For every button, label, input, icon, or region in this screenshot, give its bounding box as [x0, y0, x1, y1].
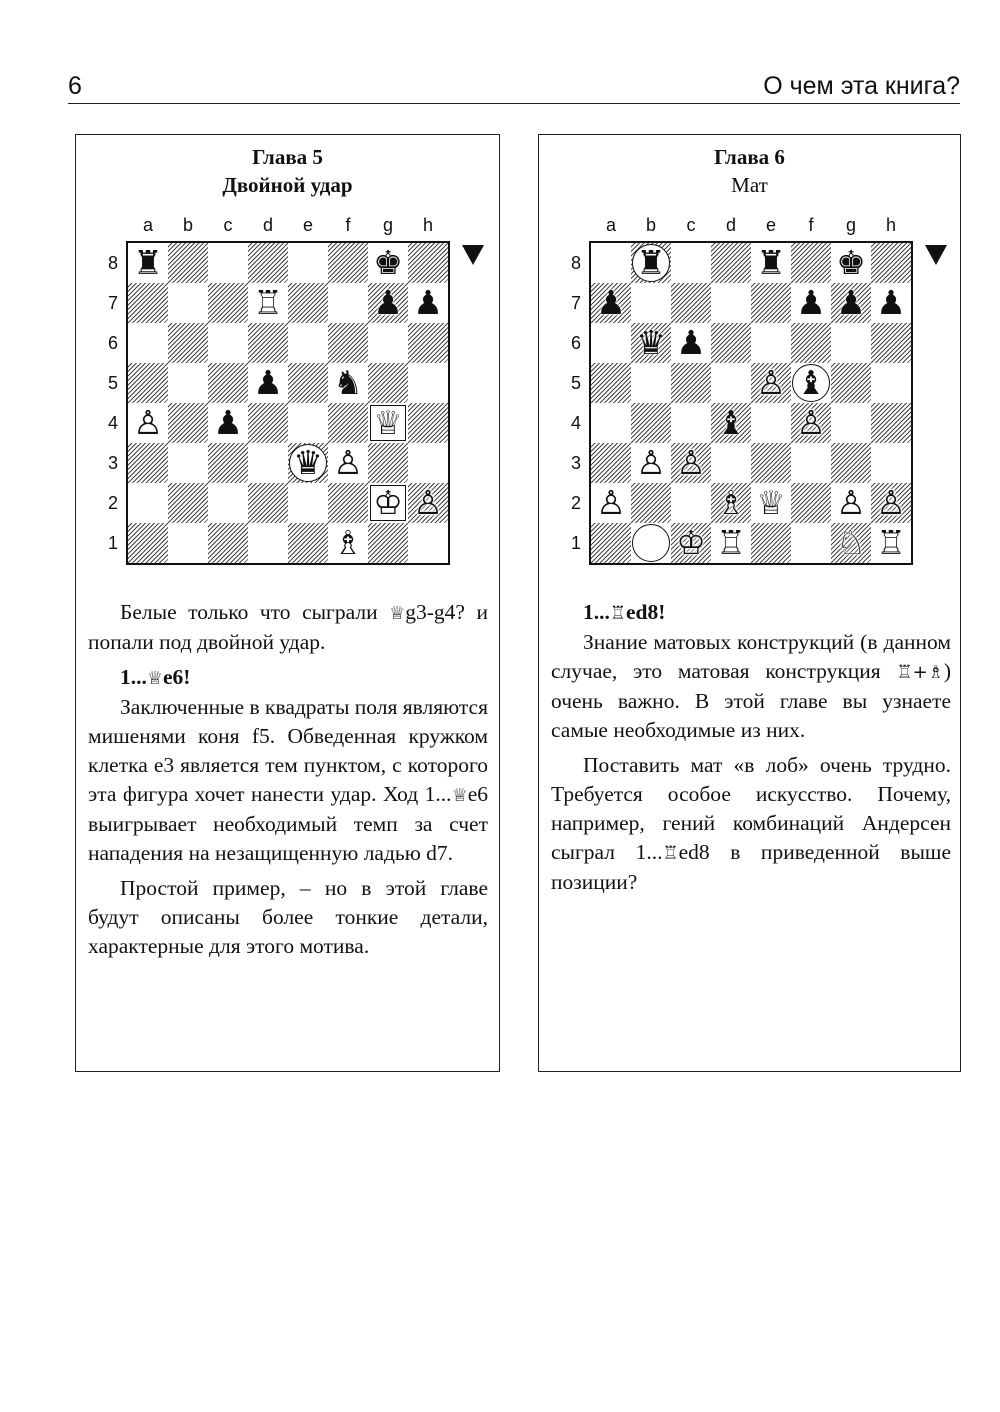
chess-diagram: [104, 215, 504, 575]
rank-label-4: 4: [107, 413, 118, 433]
square-d7: [711, 283, 751, 323]
rank-label-6: 6: [107, 333, 118, 353]
square-c2: [208, 483, 248, 523]
square-e6: [288, 323, 328, 363]
move-number: 1...: [583, 600, 610, 624]
rank-label-6: 6: [570, 333, 581, 353]
file-label-f: f: [345, 215, 351, 235]
rook-icon: ♖: [662, 843, 679, 864]
black-bishop-icon: ♝: [716, 403, 746, 442]
paragraph-explanation: [551, 628, 951, 745]
move-square: ed8!: [626, 600, 666, 624]
square-g8: [831, 243, 871, 283]
file-label-a: a: [142, 215, 153, 235]
circle-marker: [632, 524, 670, 562]
square-h8: [871, 243, 911, 283]
file-label-g: g: [845, 215, 856, 235]
square-a7: [128, 283, 168, 323]
white-pawn-icon: ♙: [333, 443, 363, 482]
square-a1: [591, 523, 631, 563]
white-pawn-icon: ♙: [676, 443, 706, 482]
square-a2: [128, 483, 168, 523]
square-g1: [368, 523, 408, 563]
black-pawn-icon: ♟: [676, 323, 706, 362]
chapter-6-panel: [538, 134, 961, 1072]
square-b2: [631, 483, 671, 523]
square-e8: [288, 243, 328, 283]
square-a5: [128, 363, 168, 403]
square-b1: [631, 523, 671, 563]
rank-label-7: 7: [570, 293, 581, 313]
square-a5: [591, 363, 631, 403]
square-b2: [168, 483, 208, 523]
black-queen-icon: ♛: [293, 443, 323, 482]
square-h6: [871, 323, 911, 363]
file-label-h: h: [885, 215, 896, 235]
white-rook-icon: ♖: [716, 523, 746, 562]
paragraph-question: [551, 751, 951, 897]
move-square: e6!: [163, 665, 191, 689]
paragraph-explanation: [88, 693, 488, 868]
black-pawn-icon: ♟: [213, 403, 243, 442]
black-knight-icon: ♞: [333, 363, 363, 402]
black-pawn-icon: ♟: [596, 283, 626, 322]
black-to-move-arrow-icon: [925, 245, 947, 265]
square-g5: [831, 363, 871, 403]
white-knight-icon: ♘: [836, 523, 866, 562]
square-g1: [831, 523, 871, 563]
white-rook-icon: ♖: [876, 523, 906, 562]
chapter-text: [88, 598, 488, 967]
square-g6: [368, 323, 408, 363]
text-run: Заключенные в квадраты поля являются мишенями коня f5. Обведенная кружком клетка e3 является тем пунктом, с которого эта фигура хочет нанести удар. Ход 1...: [88, 695, 488, 806]
square-f7: [328, 283, 368, 323]
key-move: [551, 598, 951, 628]
square-f1: [791, 523, 831, 563]
file-label-b: b: [645, 215, 656, 235]
square-d3: [711, 443, 751, 483]
chapter-text: [551, 598, 951, 903]
square-b1: [168, 523, 208, 563]
square-h5: [408, 363, 448, 403]
square-a2: [591, 483, 631, 523]
square-c2: [671, 483, 711, 523]
move-number: 1...: [120, 665, 147, 689]
rook-bishop-icon: ♖+♗: [896, 662, 944, 683]
square-f4: [791, 403, 831, 443]
black-pawn-icon: ♟: [836, 283, 866, 322]
white-queen-icon: ♕: [373, 403, 403, 442]
square-f2: [791, 483, 831, 523]
rank-label-4: 4: [570, 413, 581, 433]
rank-label-5: 5: [107, 373, 118, 393]
black-pawn-icon: ♟: [413, 283, 443, 322]
chapter-5-panel: [75, 134, 500, 1072]
square-g4: [368, 403, 408, 443]
key-move: [88, 663, 488, 693]
square-d4: [711, 403, 751, 443]
square-b8: [631, 243, 671, 283]
square-b7: [168, 283, 208, 323]
text-run: e6 выигрывает необходимый темп за счет нападения на незащищенную ладью d7.: [88, 782, 488, 865]
square-c5: [671, 363, 711, 403]
rank-label-8: 8: [570, 253, 581, 273]
square-g6: [831, 323, 871, 363]
square-c4: [671, 403, 711, 443]
rank-label-8: 8: [107, 253, 118, 273]
square-e4: [751, 403, 791, 443]
rook-icon: ♖: [609, 603, 627, 624]
square-h1: [408, 523, 448, 563]
black-to-move-arrow-icon: [462, 245, 484, 265]
chess-board: [589, 241, 913, 565]
rank-label-5: 5: [570, 373, 581, 393]
black-king-icon: ♚: [836, 243, 866, 282]
square-h4: [408, 403, 448, 443]
square-g7: [831, 283, 871, 323]
square-h6: [408, 323, 448, 363]
square-e8: [751, 243, 791, 283]
square-c6: [208, 323, 248, 363]
file-label-g: g: [382, 215, 393, 235]
text-run: g3-g4? и попали под двойной удар.: [88, 600, 488, 654]
white-bishop-icon: ♗: [716, 483, 746, 522]
square-f1: [328, 523, 368, 563]
file-label-f: f: [808, 215, 814, 235]
square-d4: [248, 403, 288, 443]
text-run: ) очень важно. В этой главе вы узнаете самые необходимые из них.: [551, 659, 951, 742]
square-e7: [751, 283, 791, 323]
square-g2: [831, 483, 871, 523]
square-g7: [368, 283, 408, 323]
square-a4: [591, 403, 631, 443]
chapter-title: Глава 6: [714, 145, 785, 169]
square-c3: [208, 443, 248, 483]
white-king-icon: ♔: [373, 483, 403, 522]
file-label-e: e: [765, 215, 776, 235]
header-rule: [68, 103, 960, 104]
square-h8: [408, 243, 448, 283]
square-h5: [871, 363, 911, 403]
square-f4: [328, 403, 368, 443]
black-king-icon: ♚: [373, 243, 403, 282]
square-e7: [288, 283, 328, 323]
square-b4: [631, 403, 671, 443]
rank-label-1: 1: [107, 533, 118, 553]
square-c3: [671, 443, 711, 483]
rank-label-2: 2: [107, 493, 118, 513]
square-h4: [871, 403, 911, 443]
queen-icon: ♕: [451, 785, 468, 806]
file-label-b: b: [182, 215, 193, 235]
square-f8: [328, 243, 368, 283]
file-label-c: c: [686, 215, 696, 235]
square-d8: [711, 243, 751, 283]
white-king-icon: ♔: [676, 523, 706, 562]
square-g4: [831, 403, 871, 443]
square-d1: [248, 523, 288, 563]
square-a3: [591, 443, 631, 483]
square-c1: [671, 523, 711, 563]
square-e1: [751, 523, 791, 563]
square-g5: [368, 363, 408, 403]
chess-diagram: [567, 215, 967, 575]
black-rook-icon: ♜: [756, 243, 786, 282]
chess-board: [126, 241, 450, 565]
square-e3: [288, 443, 328, 483]
square-c8: [208, 243, 248, 283]
square-d1: [711, 523, 751, 563]
square-d8: [248, 243, 288, 283]
square-a4: [128, 403, 168, 443]
square-d7: [248, 283, 288, 323]
square-h2: [871, 483, 911, 523]
white-pawn-icon: ♙: [836, 483, 866, 522]
square-b3: [631, 443, 671, 483]
square-d6: [711, 323, 751, 363]
black-pawn-icon: ♟: [373, 283, 403, 322]
square-e6: [751, 323, 791, 363]
square-e1: [288, 523, 328, 563]
square-d6: [248, 323, 288, 363]
square-b4: [168, 403, 208, 443]
black-pawn-icon: ♟: [876, 283, 906, 322]
black-bishop-icon: ♝: [796, 363, 826, 402]
black-queen-icon: ♛: [636, 323, 666, 362]
square-b6: [631, 323, 671, 363]
square-g8: [368, 243, 408, 283]
square-a3: [128, 443, 168, 483]
text-run: Поставить мат «в лоб» очень трудно. Требуется особое искусство. Почему, например, гений комбинаций Андерсен сыграл 1...: [551, 753, 951, 864]
rank-label-1: 1: [570, 533, 581, 553]
white-bishop-icon: ♗: [333, 523, 363, 562]
square-f3: [328, 443, 368, 483]
black-rook-icon: ♜: [133, 243, 163, 282]
square-a6: [128, 323, 168, 363]
square-h3: [408, 443, 448, 483]
file-label-c: c: [223, 215, 233, 235]
square-a8: [591, 243, 631, 283]
chapter-subtitle: Мат: [731, 173, 768, 197]
square-c6: [671, 323, 711, 363]
white-pawn-icon: ♙: [756, 363, 786, 402]
square-b3: [168, 443, 208, 483]
square-h3: [871, 443, 911, 483]
square-e2: [288, 483, 328, 523]
square-c8: [671, 243, 711, 283]
square-h7: [408, 283, 448, 323]
queen-icon: ♕: [146, 668, 164, 689]
white-pawn-icon: ♙: [133, 403, 163, 442]
square-f8: [791, 243, 831, 283]
square-d2: [248, 483, 288, 523]
square-f7: [791, 283, 831, 323]
square-b6: [168, 323, 208, 363]
black-rook-icon: ♜: [636, 243, 666, 282]
chapter-subtitle: Двойной удар: [222, 173, 353, 197]
white-queen-icon: ♕: [756, 483, 786, 522]
file-label-d: d: [725, 215, 736, 235]
square-c4: [208, 403, 248, 443]
square-g3: [368, 443, 408, 483]
paragraph-intro: [88, 598, 488, 657]
square-e2: [751, 483, 791, 523]
square-a7: [591, 283, 631, 323]
square-d5: [711, 363, 751, 403]
white-pawn-icon: ♙: [636, 443, 666, 482]
chapter-title: Глава 5: [252, 145, 323, 169]
square-d3: [248, 443, 288, 483]
file-label-h: h: [422, 215, 433, 235]
white-pawn-icon: ♙: [796, 403, 826, 442]
square-a8: [128, 243, 168, 283]
square-f3: [791, 443, 831, 483]
text-run: Знание матовых конструкций (в данном случае, это матовая конструкция: [551, 630, 951, 683]
square-g2: [368, 483, 408, 523]
white-rook-icon: ♖: [253, 283, 283, 322]
rank-label-7: 7: [107, 293, 118, 313]
square-f5: [791, 363, 831, 403]
queen-icon: ♕: [389, 603, 406, 624]
white-pawn-icon: ♙: [413, 483, 443, 522]
rank-label-2: 2: [570, 493, 581, 513]
file-label-e: e: [302, 215, 313, 235]
square-c1: [208, 523, 248, 563]
square-e5: [751, 363, 791, 403]
square-c7: [671, 283, 711, 323]
file-label-d: d: [262, 215, 273, 235]
square-f6: [791, 323, 831, 363]
square-e3: [751, 443, 791, 483]
rank-label-3: 3: [107, 453, 118, 473]
square-c7: [208, 283, 248, 323]
square-b5: [631, 363, 671, 403]
square-a1: [128, 523, 168, 563]
running-title: О чем эта книга?: [763, 72, 960, 100]
square-e5: [288, 363, 328, 403]
square-c5: [208, 363, 248, 403]
square-b8: [168, 243, 208, 283]
square-h2: [408, 483, 448, 523]
text-run: Белые только что сыграли: [120, 600, 390, 624]
square-f6: [328, 323, 368, 363]
white-pawn-icon: ♙: [876, 483, 906, 522]
square-g3: [831, 443, 871, 483]
black-pawn-icon: ♟: [253, 363, 283, 402]
black-pawn-icon: ♟: [796, 283, 826, 322]
square-b7: [631, 283, 671, 323]
square-h7: [871, 283, 911, 323]
square-d5: [248, 363, 288, 403]
paragraph-conclusion: Простой пример, – но в этой главе будут описаны более тонкие детали, характерные для этого мотива.: [88, 876, 488, 958]
page-number: 6: [68, 72, 82, 100]
square-h1: [871, 523, 911, 563]
square-b5: [168, 363, 208, 403]
square-f5: [328, 363, 368, 403]
square-d2: [711, 483, 751, 523]
text-run: ed8 в приведенной выше позиции?: [551, 840, 951, 894]
square-f2: [328, 483, 368, 523]
white-pawn-icon: ♙: [596, 483, 626, 522]
file-label-a: a: [605, 215, 616, 235]
square-a6: [591, 323, 631, 363]
square-e4: [288, 403, 328, 443]
rank-label-3: 3: [570, 453, 581, 473]
